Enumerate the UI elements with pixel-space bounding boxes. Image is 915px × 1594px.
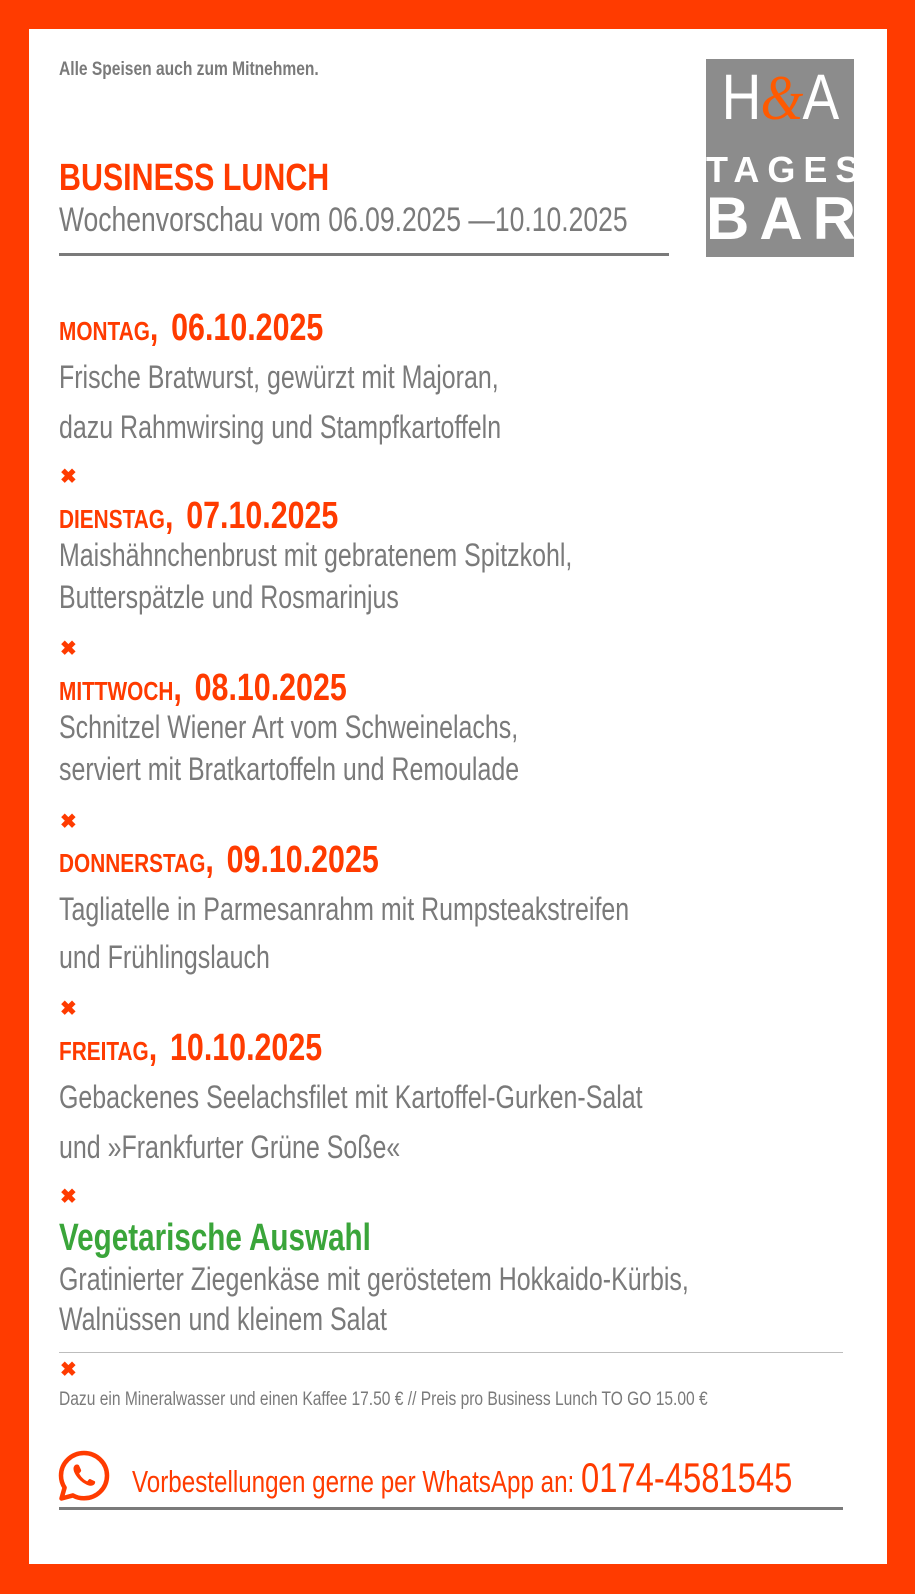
preorder-line (132, 1454, 792, 1502)
dish-line: serviert mit Bratkartoffeln und Remoulade (59, 751, 520, 787)
vegetarian-heading: Vegetarische Auswahl (59, 1217, 371, 1259)
dish-line: Gebackenes Seelachsfilet mit Kartoffel-Gurken-Salat (59, 1079, 643, 1115)
separator-x-icon: ✖ (60, 638, 77, 660)
separator-x-icon: ✖ (60, 466, 77, 488)
divider (59, 1507, 843, 1510)
dish-line: Butterspätzle und Rosmarinjus (59, 579, 399, 615)
dish-line: dazu Rahmwirsing und Stampfkartoffeln (59, 409, 502, 445)
dish-line: Walnüssen und kleinem Salat (59, 1301, 387, 1337)
dish-line: und »Frankfurter Grüne Soße« (59, 1129, 401, 1165)
week-range: Wochenvorschau vom 06.09.2025 —10.10.2025 (59, 201, 628, 239)
separator-x-icon: ✖ (60, 811, 77, 833)
dish-line: Tagliatelle in Parmesanrahm mit Rumpsteakstreifen (59, 891, 630, 927)
logo-tages: TAGES (706, 149, 868, 190)
day-heading-thursday: DONNERSTAG, 09.10.2025 (59, 839, 379, 881)
day-heading-friday: FREITAG, 10.10.2025 (59, 1027, 323, 1069)
dish-line: Maishähnchenbrust mit gebratenem Spitzkohl, (59, 537, 573, 573)
whatsapp-icon[interactable] (57, 1449, 111, 1503)
page-title: BUSINESS LUNCH (59, 157, 330, 199)
divider (59, 1352, 843, 1353)
dish-line: Gratinierter Ziegenkäse mit geröstetem Hokkaido-Kürbis, (59, 1261, 689, 1297)
day-heading-monday: MONTAG, 06.10.2025 (59, 307, 324, 349)
menu-card (29, 29, 887, 1564)
dish-line: Schnitzel Wiener Art vom Schweinelachs, (59, 709, 519, 745)
day-heading-wednesday: MITTWOCH, 08.10.2025 (59, 667, 347, 709)
day-heading-tuesday: DIENSTAG, 07.10.2025 (59, 495, 339, 537)
price-note: Dazu ein Mineralwasser und einen Kaffee 17.50 € // Preis pro Business Lunch TO GO 15.00 € (59, 1389, 708, 1410)
phone-number[interactable]: 0174-4581545 (580, 1454, 793, 1501)
logo (706, 59, 868, 257)
separator-x-icon: ✖ (60, 998, 77, 1020)
dish-line: und Frühlingslauch (59, 939, 270, 975)
preorder-label: Vorbestellungen gerne per WhatsApp an: (132, 1464, 581, 1499)
separator-x-icon: ✖ (60, 1359, 77, 1381)
separator-x-icon: ✖ (60, 1186, 77, 1208)
logo-bar: BAR (706, 185, 866, 252)
dish-line: Frische Bratwurst, gewürzt mit Majoran, (59, 359, 499, 395)
logo-ha: H&A (721, 61, 839, 133)
divider (59, 253, 669, 256)
takeaway-note: Alle Speisen auch zum Mitnehmen. (59, 59, 319, 80)
